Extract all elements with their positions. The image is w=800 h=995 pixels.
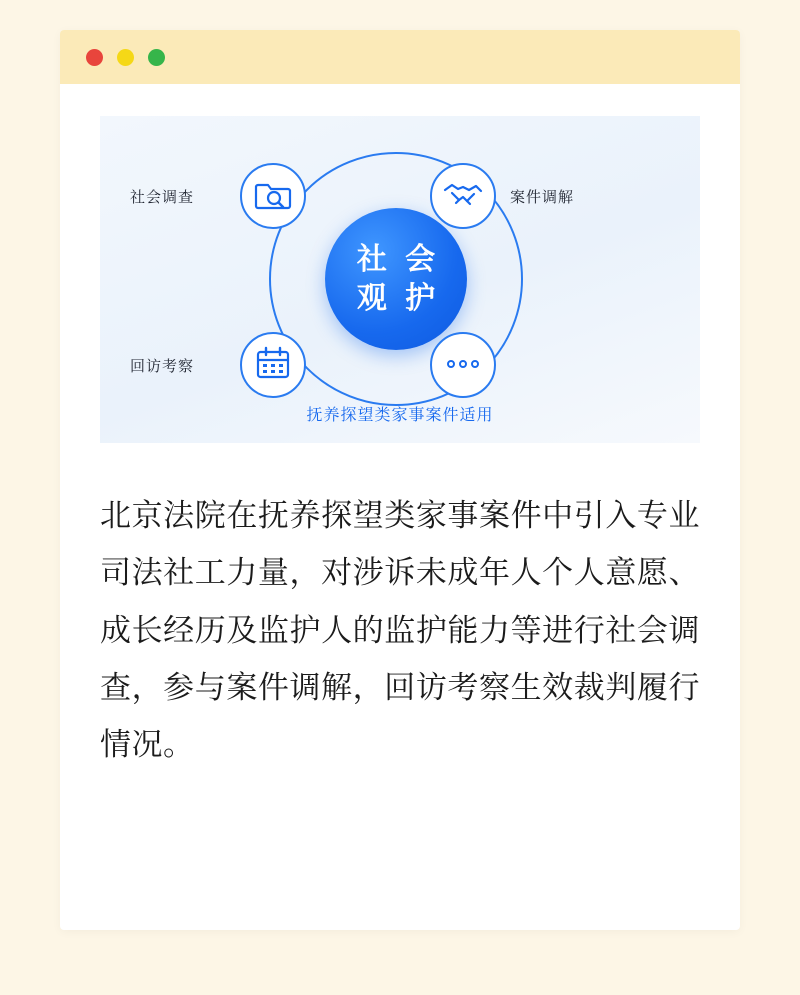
node-social-investigation[interactable] [240, 163, 306, 229]
label-follow-up-visit: 回访考察 [130, 358, 195, 375]
diagram-center-circle [325, 208, 467, 350]
card-body [60, 84, 740, 774]
close-button[interactable] [86, 49, 103, 66]
center-title-line-2: 观 护 [356, 282, 441, 315]
node-follow-up-visit[interactable] [240, 332, 306, 398]
body-paragraph: 北京法院在抚养探望类家事案件中引入专业司法社工力量，对涉诉未成年人个人意愿、成长经历及监护人的监护能力等进行社会调查，参与案件调解，回访考察生效裁判履行情况。 [100, 498, 700, 763]
browser-card [60, 30, 740, 930]
node-case-mediation[interactable] [430, 163, 496, 229]
social-guardianship-diagram [100, 116, 700, 443]
calendar-icon [255, 346, 291, 385]
minimize-button[interactable] [117, 49, 134, 66]
ellipsis-icon [446, 356, 480, 374]
window-titlebar [60, 30, 740, 84]
node-more[interactable] [430, 332, 496, 398]
center-title-line-1: 社 会 [356, 243, 441, 276]
diagram-caption: 抚养探望类家事案件适用 [306, 407, 494, 424]
label-social-investigation: 社会调查 [130, 189, 195, 206]
folder-search-icon [254, 176, 292, 217]
handshake-icon [443, 179, 483, 214]
label-case-mediation: 案件调解 [510, 189, 575, 206]
maximize-button[interactable] [148, 49, 165, 66]
